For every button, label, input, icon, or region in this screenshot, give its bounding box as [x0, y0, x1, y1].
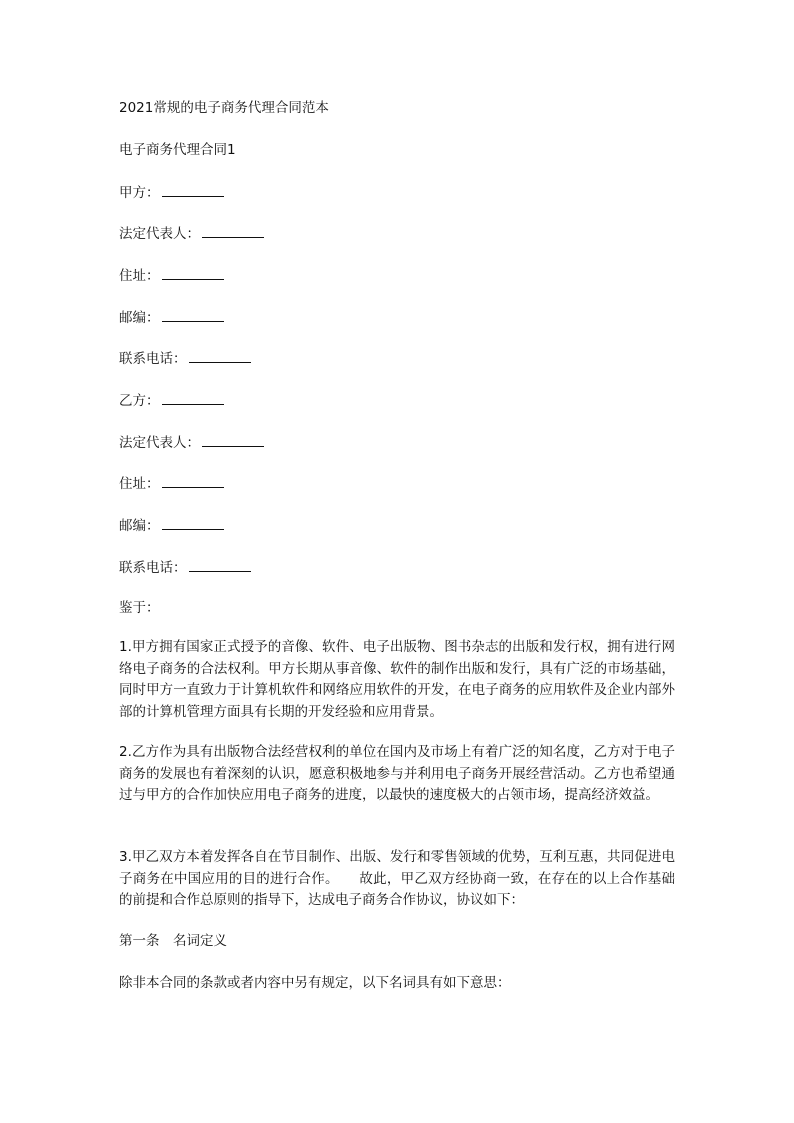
clause-2-text: 2.乙方作为具有出版物合法经营权利的单位在国内及市场上有着广泛的知名度，乙方对于电子商务的发展也有着深刻的认识，愿意积极地参与并利用电子商务开展经营活动。乙方也希望通过与甲方的合作加快应用电子商务的进度，以最快的速度极大的占领市场，提高经济效益。	[119, 744, 675, 803]
party-b-postcode-blank	[162, 515, 224, 530]
party-a-address-label: 住址：	[119, 268, 160, 284]
clause-2	[119, 742, 675, 807]
party-a-address-line	[119, 265, 224, 286]
clause-3	[119, 847, 675, 912]
clause-1-text: 1.甲方拥有国家正式授予的音像、软件、电子出版物、图书杂志的出版和发行权，拥有进行网络电子商务的合法权利。甲方长期从事音像、软件的制作出版和发行，具有广泛的市场基础，同时甲方一直致力于计算机软件和网络应用软件的开发，在电子商务的应用软件及企业内部外部的计算机管理方面具有长期的开发经验和应用背景。	[119, 639, 675, 720]
whereas-heading: 鉴于：	[119, 600, 160, 616]
party-b-phone-line	[119, 557, 251, 578]
party-a-name-line	[119, 182, 224, 203]
article-1-body: 除非本合同的条款或者内容中另有规定，以下名词具有如下意思：	[119, 975, 511, 991]
clause-1	[119, 637, 675, 723]
party-b-rep-label: 法定代表人：	[119, 435, 200, 451]
party-b-name-blank	[162, 390, 224, 405]
party-b-rep-blank	[202, 432, 264, 447]
party-a-address-blank	[162, 265, 224, 280]
party-a-phone-line	[119, 348, 251, 369]
document-subtitle: 电子商务代理合同1	[119, 142, 236, 158]
party-a-phone-blank	[189, 348, 251, 363]
party-a-phone-label: 联系电话：	[119, 351, 187, 367]
party-b-name-label: 乙方：	[119, 393, 160, 409]
party-a-postcode-label: 邮编：	[119, 310, 160, 326]
party-b-address-label: 住址：	[119, 476, 160, 492]
document-title: 2021常规的电子商务代理合同范本	[119, 100, 329, 116]
article-1-heading: 第一条 名词定义	[119, 933, 227, 949]
clause-3-text: 3.甲乙双方本着发挥各自在节目制作、出版、发行和零售领域的优势，互利互惠，共同促进电子商务在中国应用的目的进行合作。 故此，甲乙双方经协商一致，在存在的以上合作基础的前提和合作总原则的指导下，达成电子商务合作协议，协议如下：	[119, 849, 675, 908]
party-a-rep-blank	[202, 223, 264, 238]
party-b-name-line	[119, 390, 224, 411]
party-b-postcode-label: 邮编：	[119, 518, 160, 534]
party-a-rep-label: 法定代表人：	[119, 226, 200, 242]
party-a-rep-line	[119, 223, 264, 244]
party-b-phone-blank	[189, 557, 251, 572]
party-b-phone-label: 联系电话：	[119, 560, 187, 576]
party-a-name-blank	[162, 182, 224, 197]
party-b-rep-line	[119, 432, 264, 453]
party-b-address-line	[119, 473, 224, 494]
party-a-postcode-line	[119, 307, 224, 328]
party-a-name-label: 甲方：	[119, 185, 160, 201]
party-b-postcode-line	[119, 515, 224, 536]
party-b-address-blank	[162, 473, 224, 488]
party-a-postcode-blank	[162, 307, 224, 322]
